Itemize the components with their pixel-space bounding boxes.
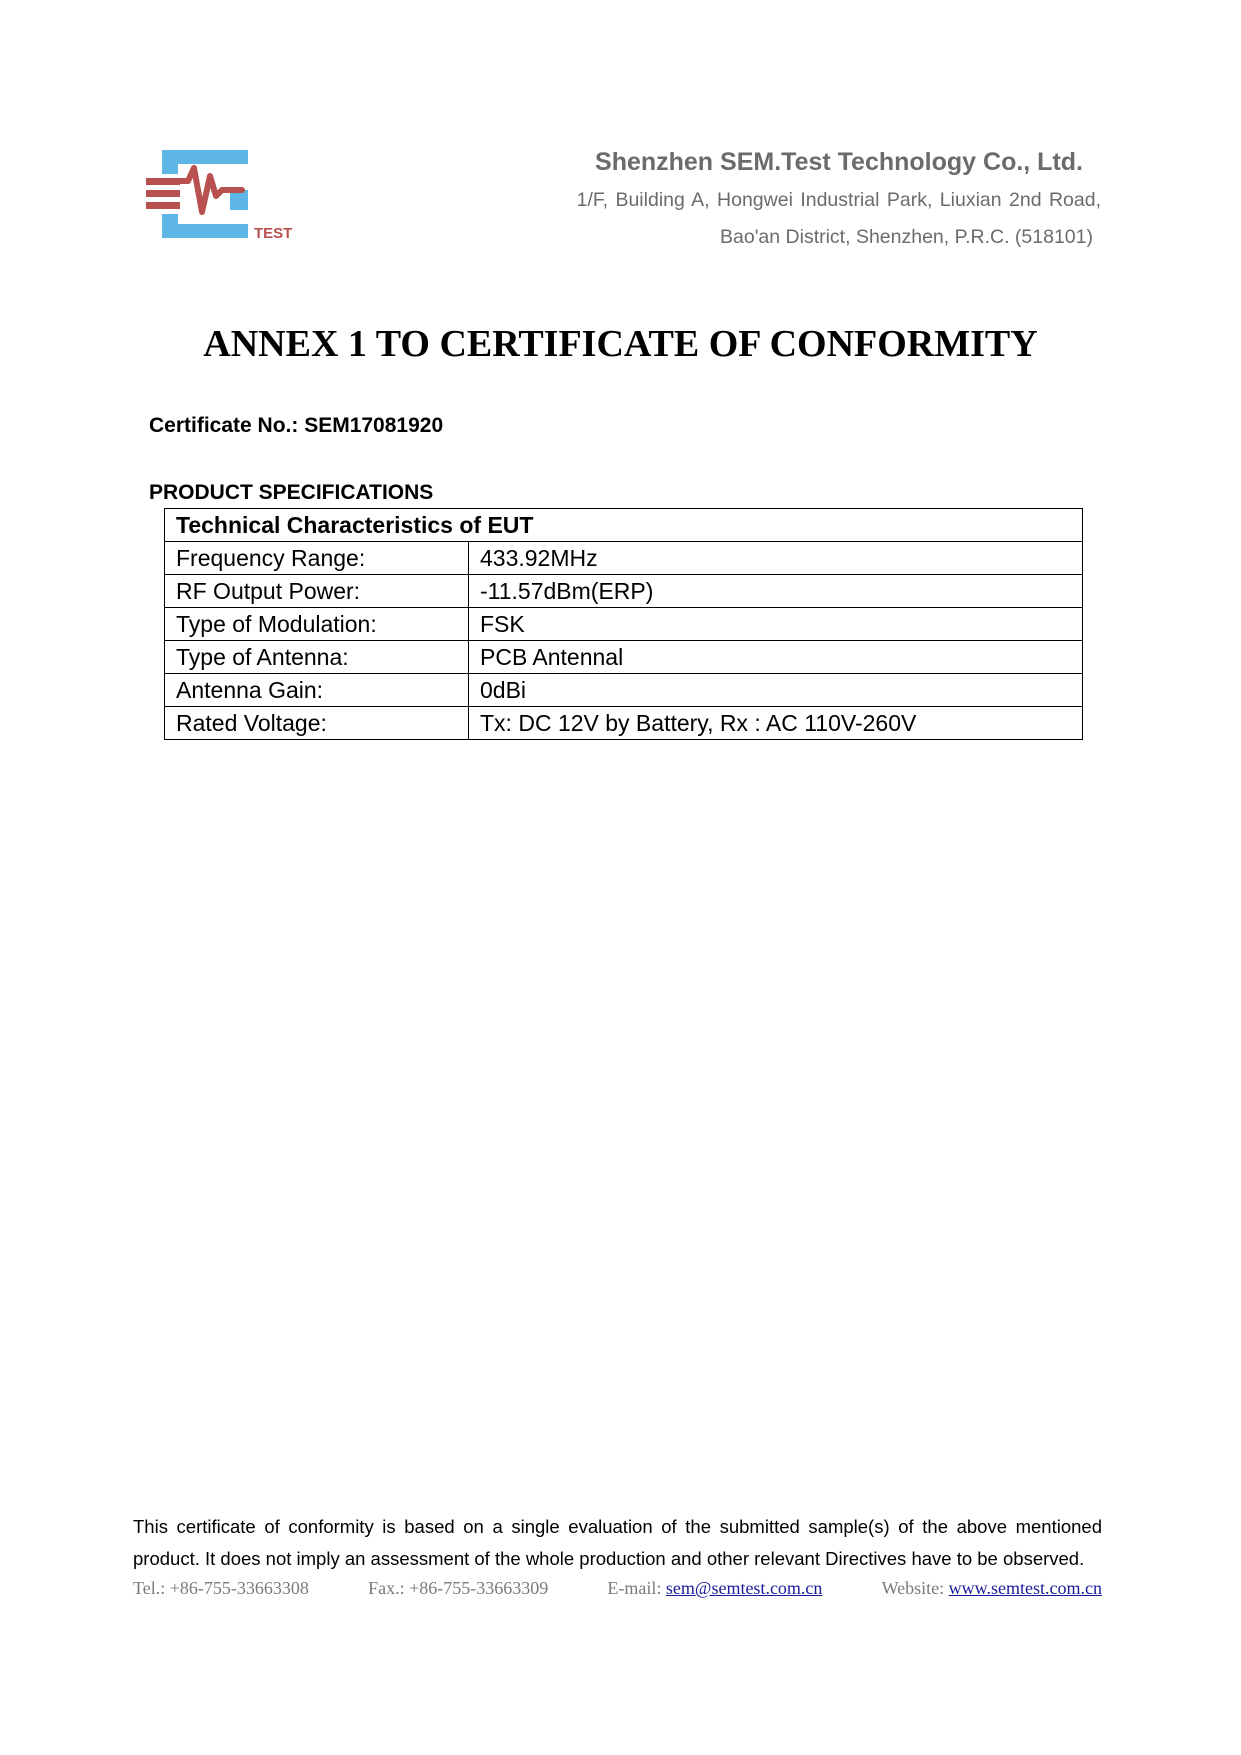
fax: Fax.: +86-755-33663309	[368, 1578, 549, 1598]
table-row	[165, 575, 1083, 608]
telephone: Tel.: +86-755-33663308	[133, 1578, 309, 1598]
table-row	[165, 641, 1083, 674]
specs-table	[164, 508, 1083, 740]
table-row	[165, 608, 1083, 641]
spec-value: FSK	[469, 608, 1083, 641]
website-label: Website:	[881, 1578, 949, 1598]
table-row	[165, 542, 1083, 575]
spec-label: Frequency Range:	[165, 542, 469, 575]
company-info	[577, 148, 1101, 249]
spec-value: -11.57dBm(ERP)	[469, 575, 1083, 608]
sem-test-logo-icon	[146, 150, 306, 246]
spec-value: 433.92MHz	[469, 542, 1083, 575]
table-heading: Technical Characteristics of EUT	[165, 509, 1083, 542]
email-link[interactable]: sem@semtest.com.cn	[665, 1578, 823, 1598]
disclaimer-text: This certificate of conformity is based on a single evaluation of the submitted sample(s) of the above mentioned product. It does not imply an assessment of the whole production and other relevant Directives have to be observed.	[133, 1516, 1102, 1569]
email-label: E-mail:	[607, 1578, 666, 1598]
document-title: ANNEX 1 TO CERTIFICATE OF CONFORMITY	[203, 323, 1038, 365]
spec-label: Antenna Gain:	[165, 674, 469, 707]
contact-info	[133, 1578, 1102, 1599]
certificate-number: Certificate No.: SEM17081920	[149, 414, 444, 437]
company-logo	[146, 150, 306, 246]
logo-text: TEST	[254, 225, 293, 242]
website	[882, 1578, 1102, 1599]
table-row	[165, 674, 1083, 707]
spec-value: Tx: DC 12V by Battery, Rx : AC 110V-260V	[469, 707, 1083, 740]
company-address-line2: Bao'an District, Shenzhen, P.R.C. (518101)	[720, 226, 1093, 248]
company-address-line1: 1/F, Building A, Hongwei Industrial Park, Liuxian 2nd Road,	[576, 189, 1101, 211]
company-name: Shenzhen SEM.Test Technology Co., Ltd.	[595, 148, 1083, 176]
spec-label: Rated Voltage:	[165, 707, 469, 740]
section-title: PRODUCT SPECIFICATIONS	[149, 481, 434, 504]
spec-value: 0dBi	[469, 674, 1083, 707]
spec-value: PCB Antennal	[469, 641, 1083, 674]
table-header-row	[165, 509, 1083, 542]
spec-label: Type of Antenna:	[165, 641, 469, 674]
table-row	[165, 707, 1083, 740]
spec-label: Type of Modulation:	[165, 608, 469, 641]
website-link[interactable]: www.semtest.com.cn	[948, 1578, 1102, 1598]
email	[607, 1578, 822, 1599]
spec-label: RF Output Power:	[165, 575, 469, 608]
